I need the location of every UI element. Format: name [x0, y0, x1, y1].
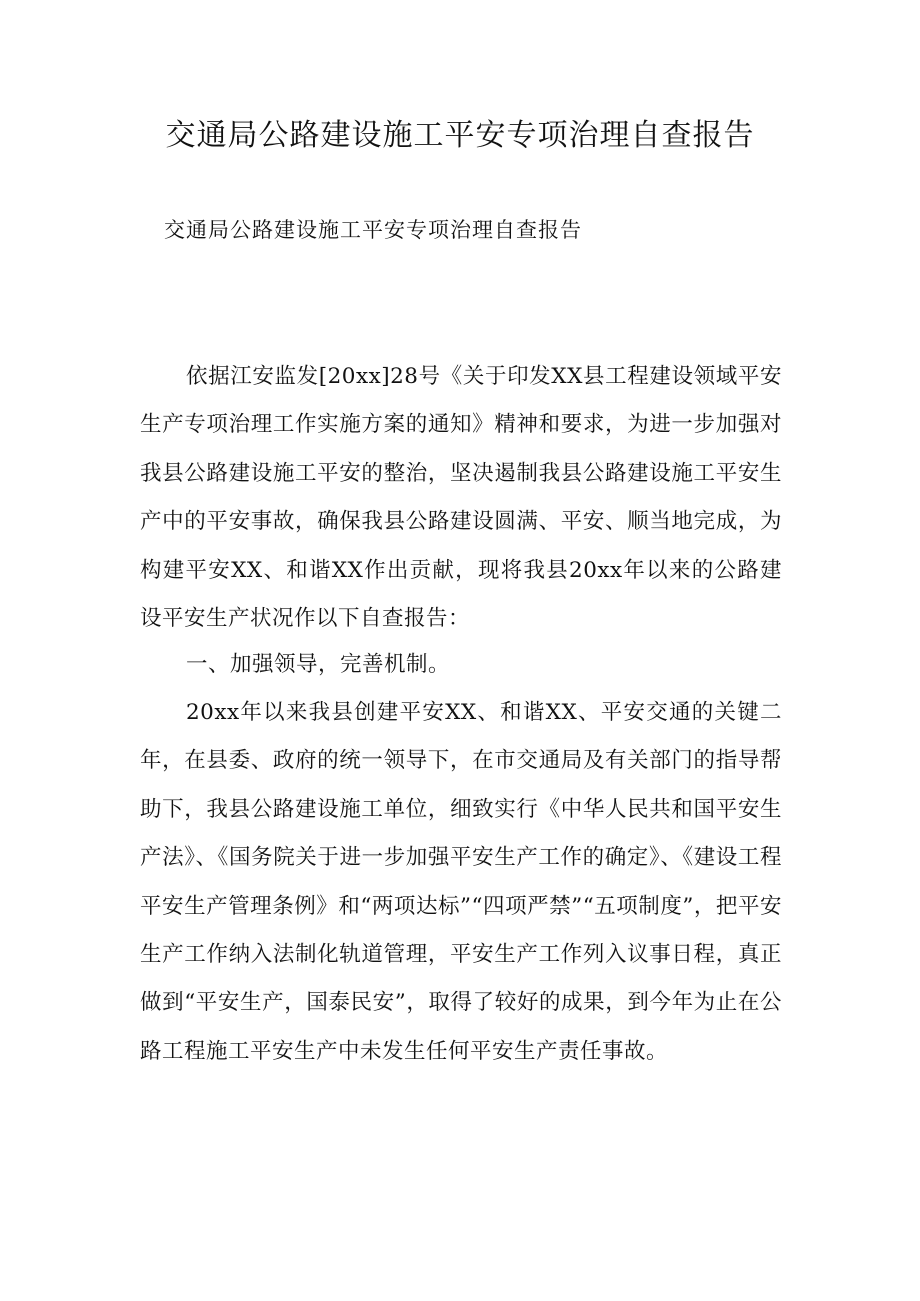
paragraph-intro: 依据江安监发[20xx]28号《关于印发XX县工程建设领域平安生产专项治理工作实施方案的通知》精神和要求，为进一步加强对我县公路建设施工平安的整治，坚决遏制我县公路建设施工平安生产中的平安事故，确保我县公路建设圆满、平安、顺当地完成，为构建平安XX、和谐XX作出贡献，现将我县20xx年以来的公路建设平安生产状况作以下自查报告：: [140, 364, 782, 632]
document-title: 交通局公路建设施工平安专项治理自查报告: [165, 118, 755, 153]
paragraph-section-one: 20xx年以来我县创建平安XX、和谐XX、平安交通的关键二年，在县委、政府的统一领导下，在市交通局及有关部门的指导帮助下，我县公路建设施工单位，细致实行《中华人民共和国平安生产法》、《国务院关于进一步加强平安生产工作的确定》、《建设工程平安生产管理条例》和“两项达标”“四项严禁”“五项制度”，把平安生产工作纳入法制化轨道管理，平安生产工作列入议事日程，真正做到“平安生产，国泰民安”，取得了较好的成果，到今年为止在公路工程施工平安生产中未发生任何平安生产责任事故。: [140, 700, 782, 1064]
document-subtitle: 交通局公路建设施工平安专项治理自查报告: [164, 218, 582, 242]
section-heading: 一、加强领导，完善机制。: [186, 652, 451, 677]
